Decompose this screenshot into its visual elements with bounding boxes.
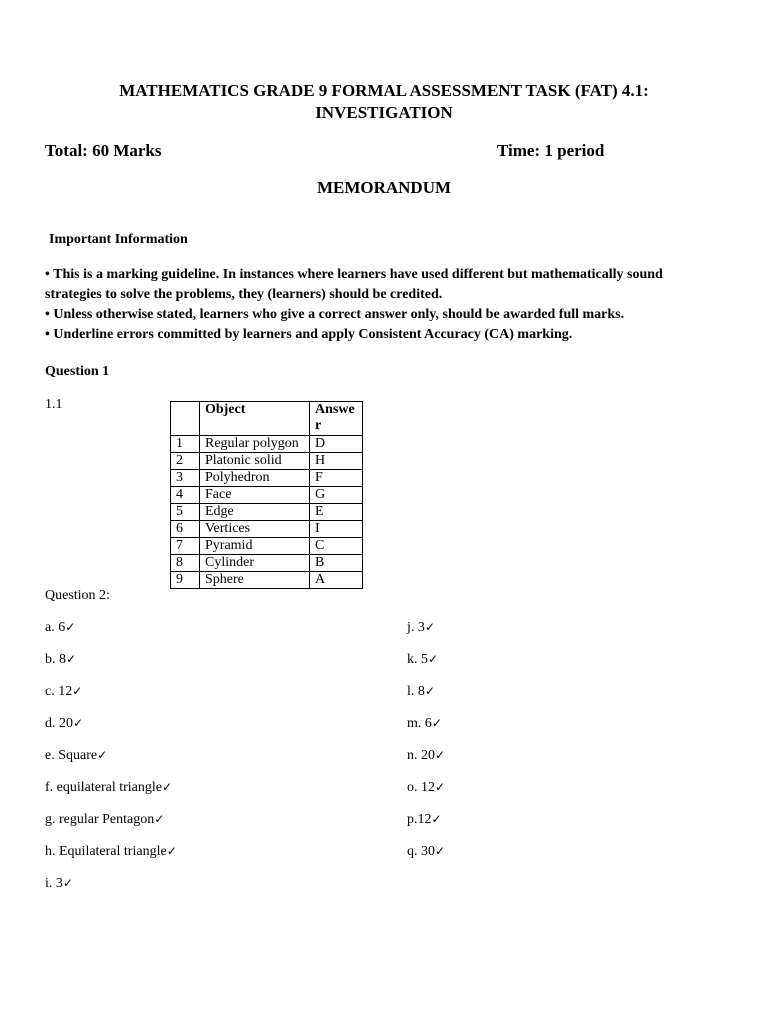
answer-text: b. 8 [45,652,66,667]
table-row [171,453,363,470]
info-bullet-2: • Unless otherwise stated, learners who give a correct answer only, should be awarded full marks. [45,307,625,322]
q2-answer [45,684,82,700]
answer-text: a. 6 [45,620,66,635]
answer-text: m. 6 [407,716,432,731]
check-mark-icon: ✓ [72,684,83,698]
table-row [171,538,363,555]
table-row [171,521,363,538]
q2-answer [45,652,76,668]
table-cell-answer: D [310,436,363,453]
table-cell-number: 3 [171,470,200,487]
question2-heading: Question 2: [45,588,110,603]
answer-text: p.12 [407,812,432,827]
question1-heading: Question 1 [45,364,110,379]
q2-answer [407,748,445,764]
q2-answer [45,812,164,828]
q2-answer [407,652,438,668]
memorandum-heading: MEMORANDUM [316,178,452,197]
table-cell-object: Edge [200,504,310,521]
info-bullet-3: • Underline errors committed by learners and apply Consistent Accuracy (CA) marking. [45,327,573,342]
check-mark-icon: ✓ [435,780,446,794]
info-bullet-1: • This is a marking guideline. In instances where learners have used different but mathematically sound strategies to solve the problems, they (learners) should be credited. [45,267,663,302]
objects-answer-table [170,401,363,589]
q2-answer [407,684,435,700]
table-cell-object: Pyramid [200,538,310,555]
table-row [171,470,363,487]
table-cell-object: Vertices [200,521,310,538]
table-cell-object: Face [200,487,310,504]
answer-text: n. 20 [407,748,435,763]
table-row [171,487,363,504]
check-mark-icon: ✓ [154,812,165,826]
answer-text: c. 12 [45,684,73,699]
answer-text: l. 8 [407,684,425,699]
table-cell-answer: F [310,470,363,487]
check-mark-icon: ✓ [65,620,76,634]
q2-answer [407,620,435,636]
answer-text: g. regular Pentagon [45,812,155,827]
table-row [171,572,363,589]
table-cell-object: Sphere [200,572,310,589]
q2-answer [407,716,442,732]
q2-answer [45,876,73,892]
table-cell-answer: H [310,453,363,470]
answer-text: f. equilateral triangle [45,780,162,795]
answer-text: i. 3 [45,876,63,891]
document-title-line2: INVESTIGATION [315,103,453,122]
table-cell-object: Cylinder [200,555,310,572]
table-header-row [171,402,363,436]
table-cell-number: 5 [171,504,200,521]
q2-answer [407,780,445,796]
table-cell-object: Platonic solid [200,453,310,470]
answer-text: d. 20 [45,716,73,731]
check-mark-icon: ✓ [424,620,435,634]
table-cell-number: 7 [171,538,200,555]
important-info-heading: Important Information [49,232,188,247]
check-mark-icon: ✓ [166,844,177,858]
check-mark-icon: ✓ [431,812,442,826]
document-title-line1: MATHEMATICS GRADE 9 FORMAL ASSESSMENT TASK (FAT) 4.1: [119,81,649,100]
question1-sub-label: 1.1 [45,397,63,412]
table-cell-answer: A [310,572,363,589]
table-cell-answer: G [310,487,363,504]
q2-answer [45,780,172,796]
check-mark-icon: ✓ [97,748,108,762]
check-mark-icon: ✓ [73,716,84,730]
table-header-answer: Answer [310,402,363,436]
table-cell-object: Regular polygon [200,436,310,453]
table-cell-answer: B [310,555,363,572]
table-cell-answer: I [310,521,363,538]
table-cell-number: 8 [171,555,200,572]
answer-text: h. Equilateral triangle [45,844,167,859]
table-cell-object: Polyhedron [200,470,310,487]
table-header-number [171,402,200,436]
time-allowed: Time: 1 period [497,141,605,160]
answer-text: o. 12 [407,780,435,795]
q2-answer [45,748,107,764]
q2-answer [45,844,177,860]
check-mark-icon: ✓ [435,748,446,762]
answer-text: k. 5 [407,652,428,667]
table-row [171,504,363,521]
q2-answer [407,844,445,860]
table-cell-answer: E [310,504,363,521]
table-cell-number: 4 [171,487,200,504]
check-mark-icon: ✓ [428,652,439,666]
answer-text: q. 30 [407,844,435,859]
check-mark-icon: ✓ [162,780,173,794]
table-row [171,555,363,572]
table-header-object: Object [200,402,310,436]
check-mark-icon: ✓ [431,716,442,730]
table-cell-answer: C [310,538,363,555]
answer-text: e. Square [45,748,98,763]
check-mark-icon: ✓ [435,844,446,858]
q2-answer [45,620,75,636]
table-cell-number: 2 [171,453,200,470]
check-mark-icon: ✓ [62,876,73,890]
table-cell-number: 9 [171,572,200,589]
answer-text: j. 3 [407,620,425,635]
table-cell-number: 6 [171,521,200,538]
q2-answer [407,812,442,828]
table-row [171,436,363,453]
table-cell-number: 1 [171,436,200,453]
check-mark-icon: ✓ [424,684,435,698]
total-marks: Total: 60 Marks [45,141,162,160]
q2-answer [45,716,83,732]
check-mark-icon: ✓ [66,652,77,666]
